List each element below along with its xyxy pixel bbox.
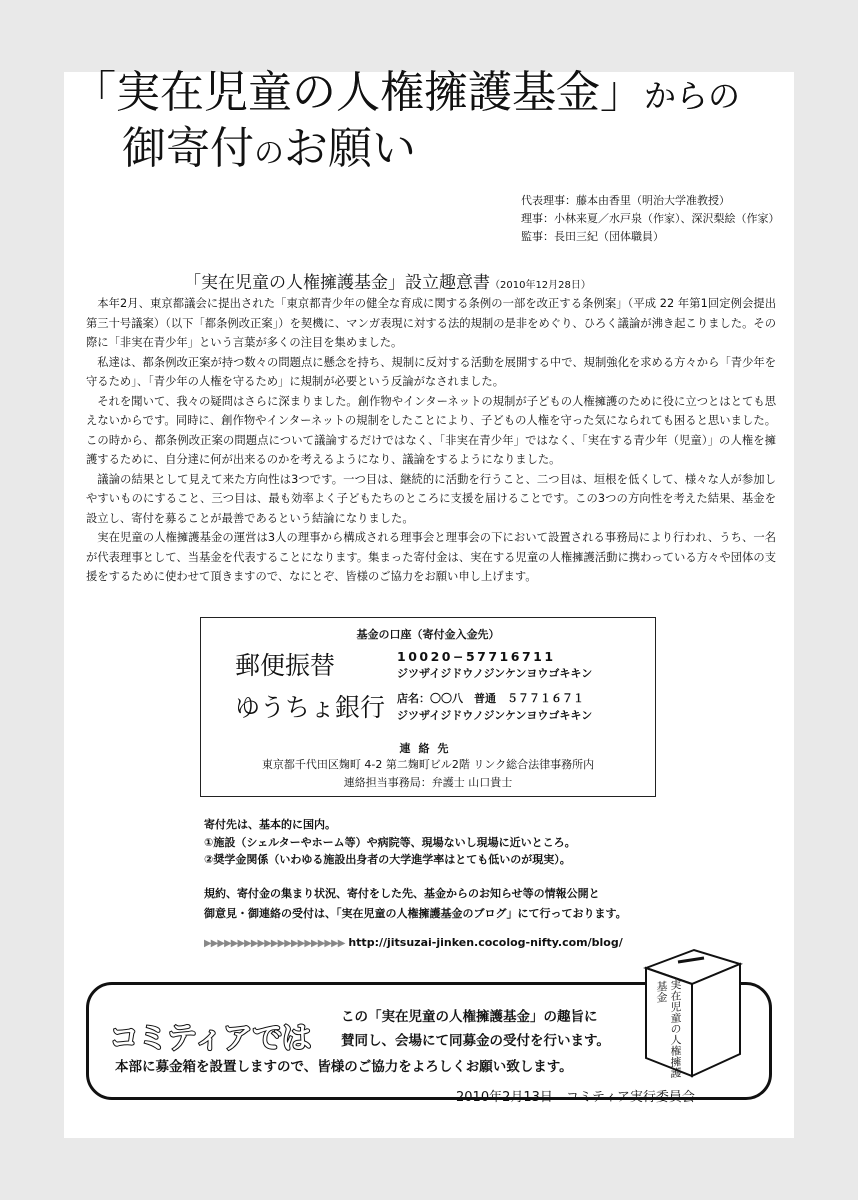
comitia-logo: コミティアでは <box>109 1021 311 1056</box>
postal-account-number: 10020−57716711 <box>397 649 556 664</box>
yucho-bank-details <box>397 690 592 724</box>
paragraph: 議論の結果として見えて来た方向性は3つです。一つ目は、継続的に活動を行うこと、二つ目は、垣根を低くして、様々な人が参加しやすいものにすること、三つ目は、最も効率よく子どもたちのところに支援を届けることです。この3つの方向性を考えた結果、基金を設立し、寄付を募ることが最善であるという結論になりました。 <box>86 472 776 525</box>
donation-box-icon <box>632 936 748 1086</box>
main-title-line1: 「実在児童の人権擁護基金」からの <box>72 67 741 118</box>
donation-box-label: 実在児童の人権擁護基金 <box>655 978 682 1079</box>
blog-url-row <box>204 936 623 949</box>
donation-box-illustration <box>632 936 748 1086</box>
yucho-account-holder: ジツザイジドウノジンケンヨウゴキキン <box>397 709 593 722</box>
yucho-branch-account: 店名：〇〇八 普通 ５７７１６７１ <box>397 692 584 705</box>
message-line: この「実在児童の人権擁護基金」の趣旨に <box>341 1009 598 1025</box>
note-line: ②奨学金関係（いわゆる施設出身者の大学進学率はとても低いのが現実）。 <box>204 853 571 866</box>
prospectus-heading: 「実在児童の人権擁護基金」設立趣意書（2010年12月28日） <box>184 273 591 293</box>
paragraph: それを聞いて、我々の疑問はさらに深まりました。創作物やインターネットの規制が子どもの人権擁護のために役に立つとはとても思えないからです。同時に、創作物やインターネットの規制をしたことにより、子どもの人権を守った気になられても困ると思いました。この時から、都条例改正案の問題点について議論するだけではなく、「非実在青少年」ではなく、「実在する青少年（児童）」の人権を擁護するために、自分達に何が出来るのかを考えるようになり、議論をするようになりました。 <box>86 394 776 466</box>
blog-url-link[interactable]: http://jitsuzai-jinken.cocolog-nifty.com/blog/ <box>348 936 623 949</box>
comitia-message <box>341 1005 610 1053</box>
officer-directors: 理事：小林来夏／水戸泉（作家）、深沢梨絵（作家） <box>521 212 780 225</box>
comitia-date-signature: 2010年2月13日 コミティア実行委員会 <box>456 1090 695 1105</box>
officer-representative: 代表理事：藤本由香里（明治大学准教授） <box>521 194 730 207</box>
arrow-icons: ▶▶▶▶▶▶▶▶▶▶▶▶▶▶▶▶▶▶▶▶▶ <box>204 938 345 949</box>
paragraph: 私達は、都条例改正案が持つ数々の問題点に懸念を持ち、規制に反対する活動を展開する中で、規制強化を求める方々から「青少年を守るため」、「青少年の人権を守るため」に規制が必要という反論がなされました。 <box>86 355 776 388</box>
postal-transfer-details <box>397 648 592 682</box>
note-line: 御意見・御連絡の受付は、「実在児童の人権擁護基金のブログ」にて行っております。 <box>204 907 627 920</box>
postal-transfer-label: 郵便振替 <box>235 651 336 680</box>
disclosure-info <box>204 884 627 924</box>
contact-address: 東京都千代田区麹町 4-2 第二麹町ビル2階 リンク総合法律事務所内 <box>261 758 595 771</box>
officer-auditor: 監事：長田三紀（団体職員） <box>521 230 664 243</box>
prospectus-body <box>86 294 776 587</box>
bank-account-box <box>200 617 656 797</box>
paragraph: 実在児童の人権擁護基金の運営は3人の理事から構成される理事会と理事会の下において設置される事務局により行われ、うち、一名が代表理事として、当基金を代表することになります。集まった寄付金は、実在する児童の人権擁護活動に携わっている方々や団体の支援をするために使わせて頂きますので、なにとぞ、皆様のご協力をお願い申し上げます。 <box>86 531 776 583</box>
contact-person: 連絡担当事務局：弁護士 山口貴士 <box>343 776 513 789</box>
note-line: 寄付先は、基本的に国内。 <box>204 818 336 831</box>
note-line: ①施設（シェルターやホーム等）や病院等、現場ないし現場に近いところ。 <box>204 835 576 849</box>
officers-list <box>521 192 780 246</box>
contact-heading: 連絡先 <box>399 742 457 755</box>
note-line: 規約、寄付金の集まり状況、寄付をした先、基金からのお知らせ等の情報公開と <box>204 887 600 900</box>
comitia-message-line3: 本部に募金箱を設置しますので、皆様のご協力をよろしくお願い致します。 <box>115 1059 573 1075</box>
yucho-bank-label: ゆうちょ銀行 <box>235 693 386 722</box>
message-line: 賛同し、会場にて同募金の受付を行います。 <box>341 1033 610 1049</box>
donation-targets <box>204 816 576 869</box>
bank-box-title: 基金の口座（寄付金入金先） <box>356 628 500 641</box>
main-title-line2: 御寄付のお願い <box>122 123 416 174</box>
paragraph: 本年2月、東京都議会に提出された「東京都青少年の健全な育成に関する条例の一部を改正する条例案」（平成 22 年第1回定例会提出第三十号議案）（以下「都条例改正案」）を契機に、マンガ表現に対する法的規制の是非をめぐり、ひろく議論が沸き起こりました。その際に「非実在青少年」という言葉が多くの注目を集めました。 <box>86 297 776 349</box>
postal-account-holder: ジツザイジドウノジンケンヨウゴキキン <box>397 667 593 680</box>
